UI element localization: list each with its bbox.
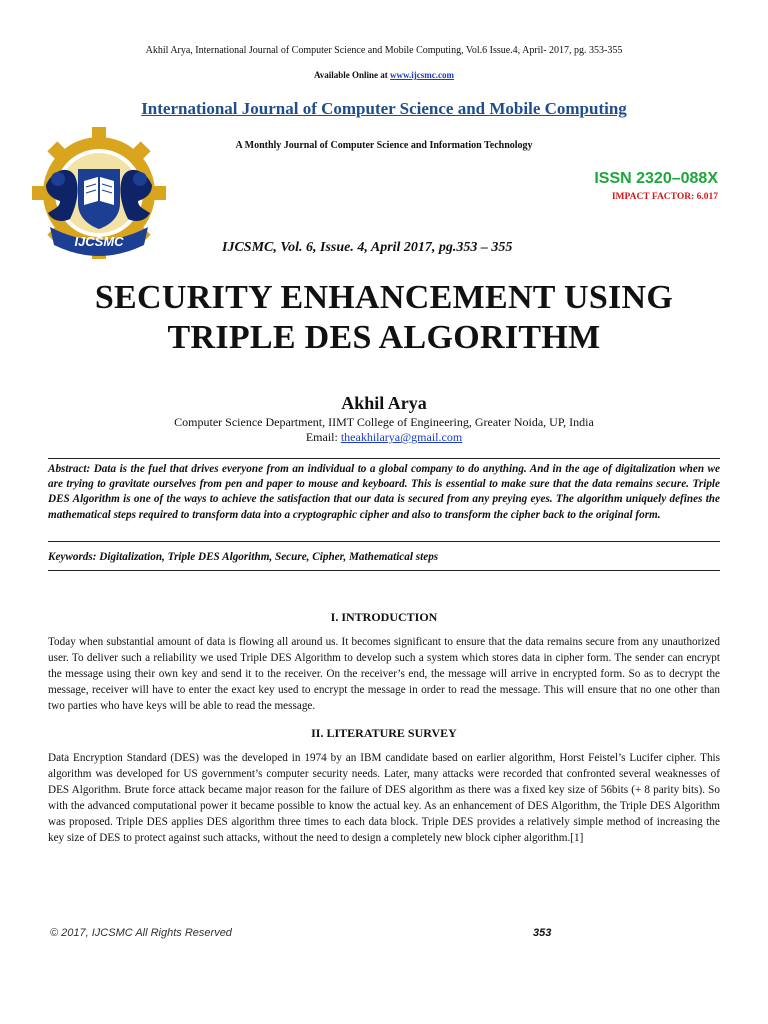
email-link[interactable]: theakhilarya@gmail.com: [340, 430, 463, 444]
journal-website-link[interactable]: www.ijcsmc.com: [390, 70, 455, 80]
issn-number: ISSN 2320–088X: [594, 170, 718, 187]
author-affiliation: Computer Science Department, IIMT College of Engineering, Greater Noida, UP, India: [174, 415, 594, 429]
section-heading-introduction: I. INTRODUCTION: [330, 610, 438, 624]
email-prefix: Email:: [305, 430, 341, 444]
section-body-introduction: Today when substantial amount of data is flowing all around us. It becomes significant to ensure that the data remains secure from any unauthorized user. To deliver such a reliability we used Triple DES Algorithm to develop such a system which stores data in cipher form. The sender can encrypt the message using their own key and send it to the receiver. On the receiver’s end, the message will arrive in encrypted form. So as to decrypt the message, receiver will have to enter the exact key used to encrypt the message in order to read the message. This will ensure that no one other than two parties who have keys will be able to read the message.: [48, 636, 720, 712]
abstract-text: Abstract: Data is the fuel that drives everyone from an individual to a global company to do anything. And in the age of digitalization when we are trying to gravitate ourselves from pen and paper to mouse and keyboard. This is essential to make sure that the data remains secure. Triple DES Algorithm is one of the ways to achieve the satisfaction that our data is secured from any preying eyes. The algorithm uniquely defines the mathematical steps required to transform data into a cryptographic cipher and also to transform the cipher back to the original form.: [48, 463, 720, 521]
section-body-literature-survey: Data Encryption Standard (DES) was the developed in 1974 by an IBM candidate based on earlier algorithm, Horst Feistel’s Lucifer cipher. This algorithm was developed for US government’s computer security needs. Later, many attacks were recorded that confronted several weaknesses of DES Algorithm. Brute force attack became major reason for the failure of DES algorithm as there was a fixed key size of 56bits (+ 8 parity bits). So with the advanced computational power it became possible to know the actual key. As an enhancement of DES Algorithm, the Triple DES Algorithm was proposed. Triple DES applies DES algorithm three times to each data block. Triple DES provides a relatively simple method of increasing the key size of DES to protect against such attacks, without the need to design a completely new block cipher algorithm.[1]: [48, 752, 720, 844]
footer-copyright: © 2017, IJCSMC All Rights Reserved: [50, 927, 232, 939]
title-line-2: TRIPLE DES ALGORITHM: [167, 319, 601, 356]
abstract-bottom-rule: [48, 541, 720, 542]
keywords: Keywords: Digitalization, Triple DES Algorithm, Secure, Cipher, Mathematical steps: [48, 551, 439, 563]
keywords-bottom-rule: [48, 570, 720, 571]
available-prefix: Available Online at: [313, 70, 391, 80]
abstract-top-rule: [48, 458, 720, 459]
paper-title: [0, 278, 768, 358]
impact-factor: IMPACT FACTOR: 6.017: [611, 192, 718, 202]
journal-subtitle: A Monthly Journal of Computer Science and Information Technology: [235, 140, 533, 151]
title-line-1: SECURITY ENHANCEMENT USING: [94, 279, 674, 316]
author-name: Akhil Arya: [341, 393, 427, 413]
volume-line: IJCSMC, Vol. 6, Issue. 4, April 2017, pg.353 – 355: [222, 240, 513, 255]
footer-page-number: 353: [533, 927, 552, 939]
available-online: [0, 70, 768, 80]
logo-text: IJCSMC: [74, 234, 124, 249]
ijcsmc-logo-icon: [32, 127, 167, 269]
journal-title[interactable]: International Journal of Computer Science and Mobile Computing: [141, 99, 627, 118]
author-email: [0, 430, 768, 445]
running-citation: Akhil Arya, International Journal of Computer Science and Mobile Computing, Vol.6 Issue.4, April- 2017, pg. 353-355: [145, 45, 623, 56]
section-heading-literature-survey: II. LITERATURE SURVEY: [311, 726, 457, 740]
